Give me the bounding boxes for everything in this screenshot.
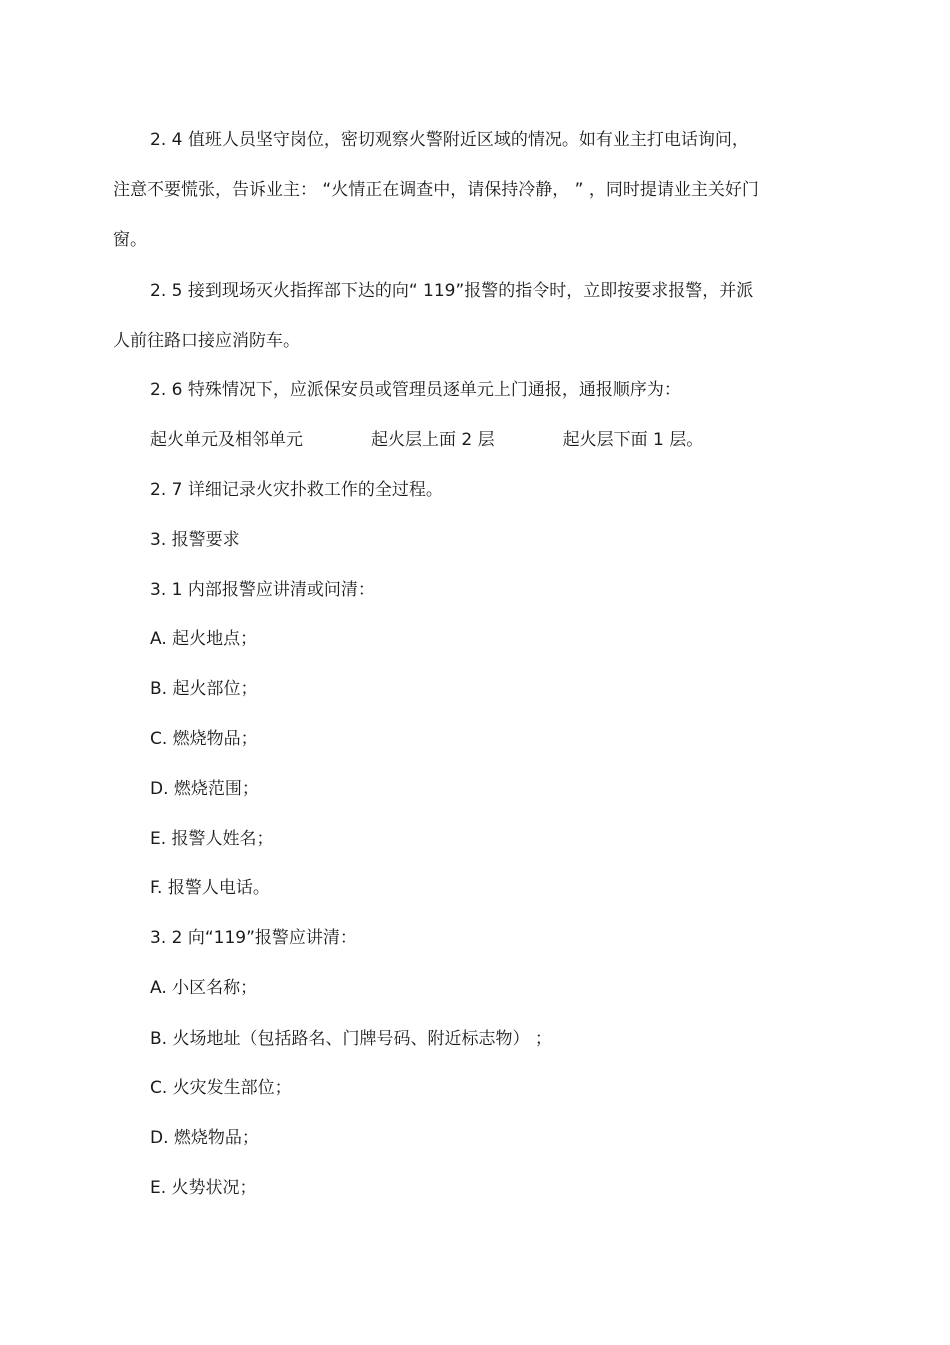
paragraph-2-7: 2. 7 详细记录火灾扑救工作的全过程。 — [150, 480, 443, 500]
list-item: F. 报警人电话。 — [150, 878, 270, 898]
order-step-2: 起火层上面 2 层 — [371, 430, 495, 450]
list-item: C. 燃烧物品； — [150, 729, 258, 749]
order-step-3: 起火层下面 1 层。 — [562, 430, 704, 450]
list-item: E. 火势状况； — [150, 1178, 257, 1198]
list-item: B. 起火部位； — [150, 679, 258, 699]
order-step-1: 起火单元及相邻单元 — [150, 430, 303, 450]
paragraph-2-5-line-1: 2. 5 接到现场灭火指挥部下达的向“ 119”报警的指令时，立即按要求报警，并派 — [150, 281, 754, 301]
paragraph-2-4-line-3: 窗。 — [113, 230, 147, 250]
paragraph-2-4-line-1: 2. 4 值班人员坚守岗位，密切观察火警附近区域的情况。如有业主打电话询问， — [150, 130, 749, 150]
list-item: C. 火灾发生部位； — [150, 1078, 292, 1098]
paragraph-2-4-line-2: 注意不要慌张，告诉业主： “火情正在调查中，请保持冷静， ” ，同时提请业主关好门 — [113, 180, 759, 200]
paragraph-2-6-line-1: 2. 6 特殊情况下，应派保安员或管理员逐单元上门通报，通报顺序为： — [150, 380, 681, 400]
list-item: E. 报警人姓名； — [150, 829, 274, 849]
list-item: B. 火场地址（包括路名、门牌号码、附近标志物） ； — [150, 1029, 552, 1049]
list-item: A. 小区名称； — [150, 978, 258, 998]
list-item: D. 燃烧物品； — [150, 1128, 259, 1148]
section-3-1-title: 3. 1 内部报警应讲清或问清： — [150, 580, 375, 600]
notification-order — [150, 430, 703, 450]
paragraph-2-5-line-2: 人前往路口接应消防车。 — [113, 331, 300, 351]
list-item: A. 起火地点； — [150, 629, 258, 649]
section-3-2-title: 3. 2 向“119”报警应讲清： — [150, 928, 357, 948]
section-3-heading: 3. 报警要求 — [150, 530, 240, 550]
list-item: D. 燃烧范围； — [150, 779, 259, 799]
